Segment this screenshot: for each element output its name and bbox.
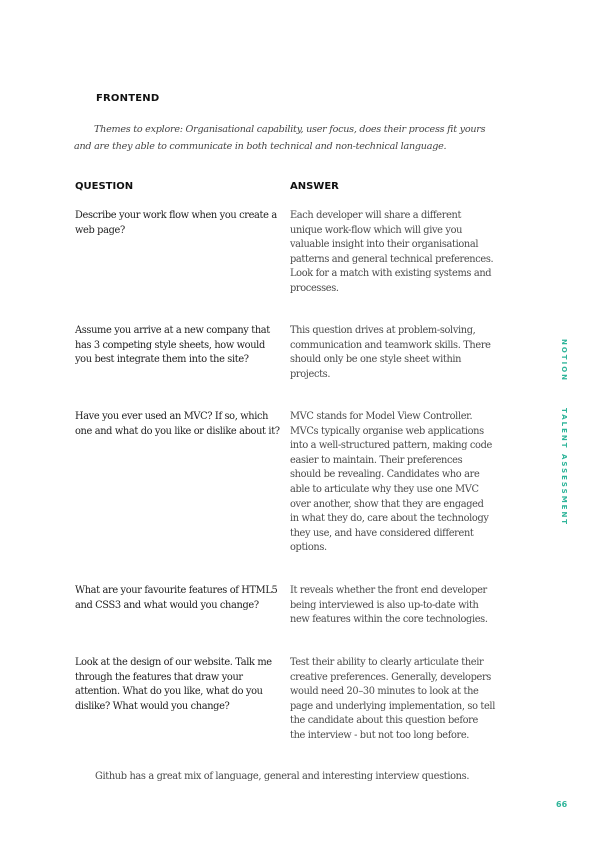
section-title: FRONTEND <box>96 93 160 104</box>
answer-text: It reveals whether the front end developer being interviewed is also up-to-date with new features within the core technologies. <box>290 585 488 626</box>
answer-text: Each developer will share a different unique work-flow which will give you valuable insight into their organisational patterns and general technical preferences. Look for a match with existing systems and processes. <box>290 210 494 294</box>
question-text: What are your favourite features of HTML5 and CSS3 and what would you change? <box>75 585 278 611</box>
answer-column-header: ANSWER <box>290 181 339 192</box>
footer-note: Github has a great mix of language, general and interesting interview questions. <box>95 771 470 782</box>
sidebar-brand-label: NOTION <box>560 339 568 382</box>
question-text: Have you ever used an MVC? If so, which one and what do you like or dislike about it? <box>75 411 280 437</box>
section-intro: Themes to explore: Organisational capability, user focus, does their process fit yours and are they able to communicate in both technical and non-technical language. <box>74 124 486 152</box>
answer-text: MVC stands for Model View Controller. MVCs typically organise web applications into a well-structured pattern, making code easier to maintain. Their preferences should be revealing. Candidates who are able to articulate why they use one MVC over another, show that they are engaged in what they do, care about the technology they use, and have considered different options. <box>290 411 492 554</box>
question-text: Describe your work flow when you create a web page? <box>75 210 277 236</box>
question-text: Look at the design of our website. Talk me through the features that draw your attention. What do you like, what do you dislike? What would you change? <box>75 657 272 712</box>
answer-text: This question drives at problem-solving, communication and teamwork skills. There should only be one style sheet within projects. <box>290 325 491 380</box>
answer-text: Test their ability to clearly articulate their creative preferences. Generally, developers would need 20–30 minutes to look at the page and underlying implementation, so tell the candidate about this question before the interview - but not too long before. <box>290 657 495 741</box>
question-text: Assume you arrive at a new company that has 3 competing style sheets, how would you best integrate them into the site? <box>75 325 270 366</box>
page-number: 66 <box>556 800 568 809</box>
question-column-header: QUESTION <box>75 181 134 192</box>
sidebar-document-title: TALENT ASSESSMENT <box>560 408 568 527</box>
